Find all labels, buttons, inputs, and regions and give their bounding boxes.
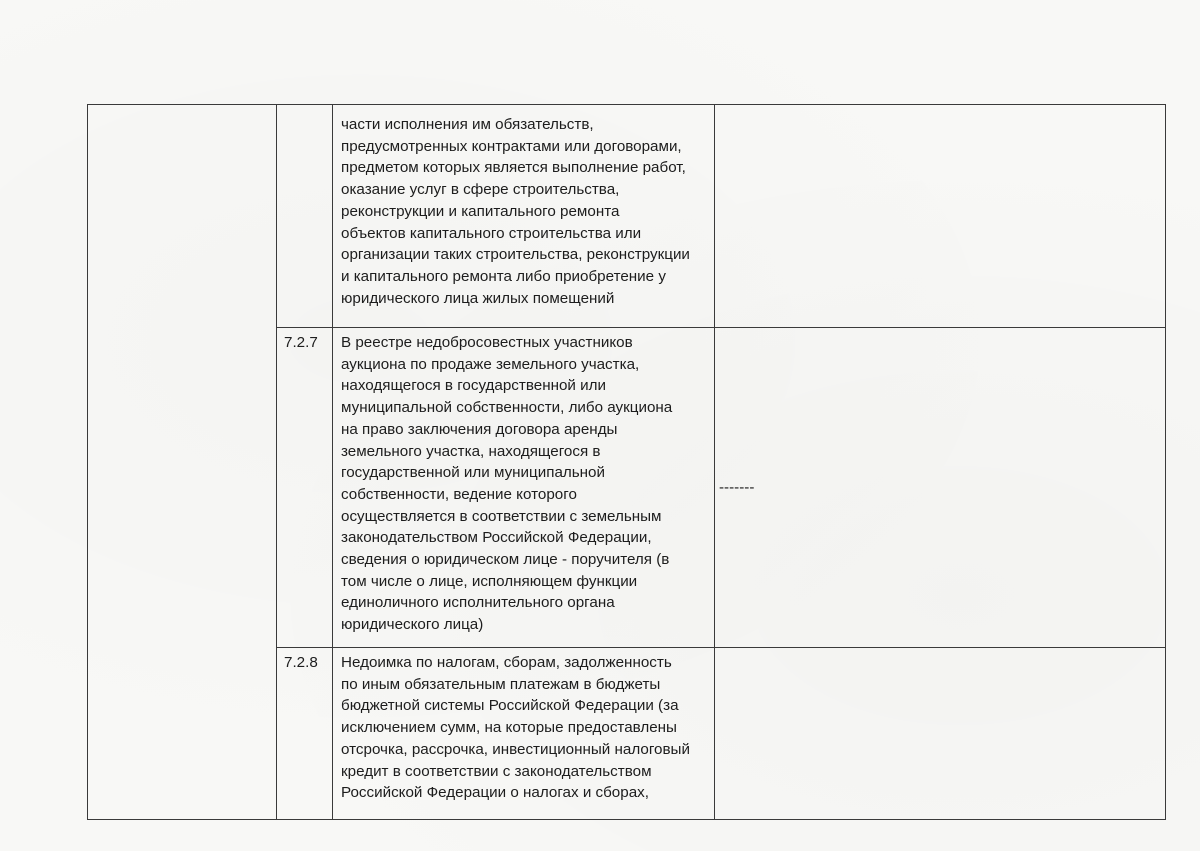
table-row bbox=[88, 105, 1166, 328]
text-line: В реестре недобросовестных участников bbox=[341, 334, 633, 351]
requirements-table bbox=[87, 104, 1166, 820]
item-text-cell bbox=[333, 105, 715, 328]
text-line: государственной или муниципальной bbox=[341, 464, 605, 482]
item-text-cell bbox=[333, 648, 715, 820]
item-number: 7.2.8 bbox=[284, 654, 318, 671]
item-value: ------- bbox=[719, 478, 755, 496]
item-value-cell bbox=[715, 328, 1166, 648]
text-line: юридического лица) bbox=[341, 616, 484, 634]
text-line: собственности, ведение которого bbox=[341, 485, 577, 503]
text-line: отсрочка, рассрочка, инвестиционный налоговый bbox=[341, 740, 690, 758]
item-number: 7.2.7 bbox=[284, 334, 318, 351]
text-line: по иным обязательным платежам в бюджеты bbox=[341, 675, 661, 693]
text-line: на право заключения договора аренды bbox=[341, 420, 618, 438]
text-line: предусмотренных контрактами или договорами, bbox=[341, 137, 682, 155]
text-line: Российской Федерации о налогах и сборах, bbox=[341, 784, 649, 802]
text-line: исключением сумм, на которые предоставлены bbox=[341, 719, 677, 737]
text-line: части исполнения им обязательств, bbox=[341, 116, 594, 133]
item-value-cell bbox=[715, 105, 1166, 328]
text-line: реконструкции и капитального ремонта bbox=[341, 202, 620, 220]
text-line: объектов капитального строительства или bbox=[341, 224, 642, 242]
text-line: и капитального ремонта либо приобретение у bbox=[341, 267, 666, 285]
text-line: бюджетной системы Российской Федерации (за bbox=[341, 697, 679, 715]
text-line: сведения о юридическом лице - поручителя (в bbox=[341, 551, 670, 569]
section-cell bbox=[88, 105, 277, 820]
item-number-cell bbox=[277, 328, 333, 648]
text-line: Недоимка по налогам, сборам, задолженность bbox=[341, 654, 672, 671]
text-line: кредит в соответствии с законодательством bbox=[341, 762, 652, 780]
text-line: единоличного исполнительного органа bbox=[341, 594, 615, 612]
text-line: оказание услуг в сфере строительства, bbox=[341, 181, 620, 199]
text-line: муниципальной собственности, либо аукциона bbox=[341, 399, 673, 417]
text-line: том числе о лице, исполняющем функции bbox=[341, 572, 638, 590]
item-number-cell bbox=[277, 105, 333, 328]
item-value-cell bbox=[715, 648, 1166, 820]
text-line: осуществляется в соответствии с земельным bbox=[341, 507, 662, 525]
item-number-cell bbox=[277, 648, 333, 820]
text-line: аукциона по продаже земельного участка, bbox=[341, 355, 640, 373]
text-line: предметом которых является выполнение работ, bbox=[341, 159, 686, 177]
text-line: законодательством Российской Федерации, bbox=[341, 529, 652, 547]
text-line: земельного участка, находящегося в bbox=[341, 442, 601, 460]
text-line: находящегося в государственной или bbox=[341, 377, 606, 395]
text-line: юридического лица жилых помещений bbox=[341, 289, 615, 307]
text-line: организации таких строительства, реконструкции bbox=[341, 246, 690, 264]
item-text-cell bbox=[333, 328, 715, 648]
